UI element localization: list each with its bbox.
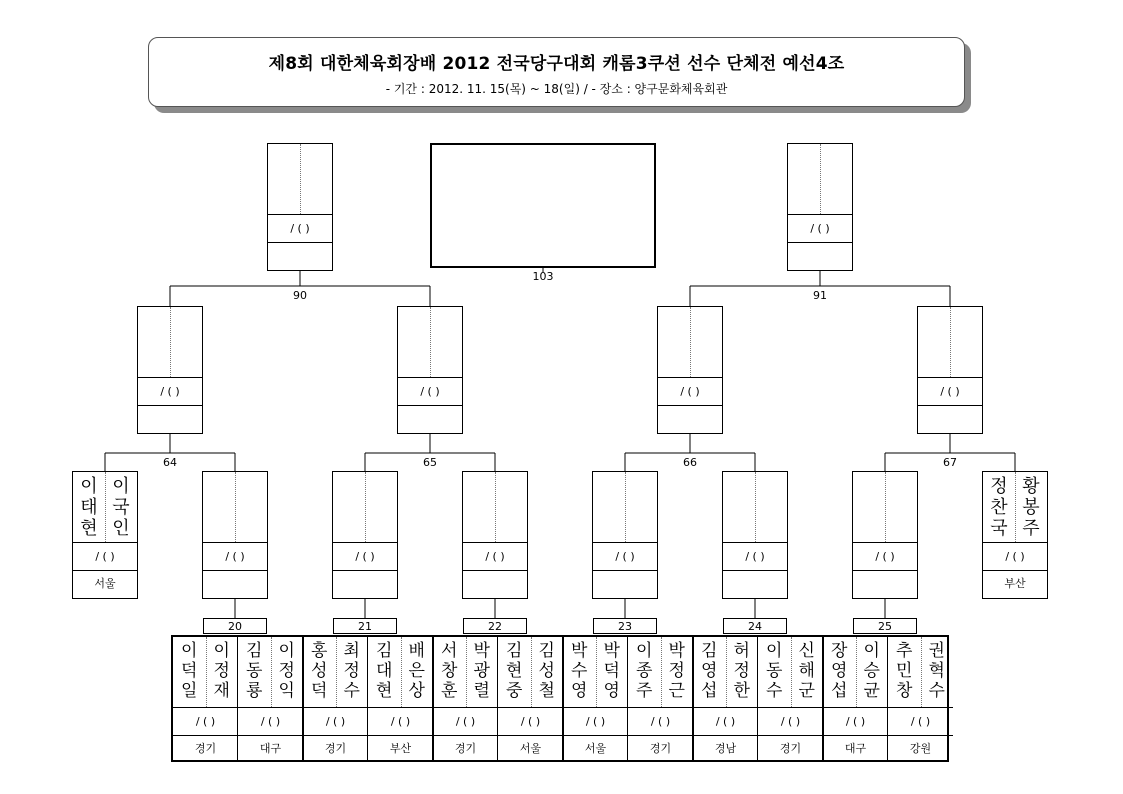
region-cell: 경기 [324, 742, 347, 755]
bye-team-1 [72, 471, 138, 599]
player-name: 황 봉 주 [1022, 476, 1040, 539]
column-divider [692, 637, 694, 760]
team-cell [823, 637, 888, 760]
score-cell: / ( ) [693, 707, 758, 736]
player-names [788, 144, 852, 214]
winner-slot-quarter-3 [657, 306, 723, 434]
player-names [823, 637, 888, 707]
region-cell [268, 242, 332, 270]
winner-slot-r1-3 [462, 471, 528, 599]
player-name: 이 덕 일 [181, 641, 198, 701]
score-cell: / ( ) [268, 214, 332, 243]
column-divider [562, 637, 564, 760]
region-cell: 서울 [584, 742, 607, 755]
region-cell [788, 242, 852, 270]
player-name: 서 창 훈 [441, 641, 458, 701]
score-cell: / ( ) [203, 542, 267, 571]
region-cell [203, 570, 267, 598]
player-names [498, 637, 563, 707]
player-name: 김 현 중 [506, 641, 523, 701]
player-names [138, 307, 202, 377]
region-cell: 경기 [779, 742, 802, 755]
region-cell: 서울 [94, 577, 116, 590]
player-name: 최 정 수 [343, 641, 360, 701]
region-cell [658, 405, 722, 433]
region-cell: 대구 [259, 742, 282, 755]
team-cell [238, 637, 303, 760]
score-cell: / ( ) [918, 377, 982, 406]
player-name: 배 은 상 [408, 641, 425, 701]
player-names [563, 637, 628, 707]
region-cell [333, 570, 397, 598]
player-name: 김 영 섭 [701, 641, 718, 701]
player-names [888, 637, 953, 707]
column-divider [432, 637, 434, 760]
player-name: 이 승 균 [863, 641, 880, 701]
team-cell [498, 637, 563, 760]
winner-slot-r1-1 [202, 471, 268, 599]
score-cell: / ( ) [333, 542, 397, 571]
match-number-r1-6: 25 [853, 618, 917, 634]
winner-slot-semi-1 [267, 143, 333, 271]
player-names [238, 637, 303, 707]
team-cell [888, 637, 953, 760]
region-cell: 부산 [389, 742, 412, 755]
score-cell: / ( ) [398, 377, 462, 406]
score-cell: / ( ) [73, 542, 137, 571]
region-cell: 대구 [844, 742, 867, 755]
player-name: 허 정 한 [733, 641, 750, 701]
player-name: 홍 성 덕 [311, 641, 328, 701]
player-name: 박 정 근 [668, 641, 685, 701]
final-match-box [430, 143, 656, 268]
player-names [658, 307, 722, 377]
player-names [333, 472, 397, 542]
first-round-teams-table [171, 635, 949, 762]
team-cell [303, 637, 368, 760]
score-cell: / ( ) [853, 542, 917, 571]
team-cell [628, 637, 693, 760]
score-cell: / ( ) [758, 707, 823, 736]
winner-slot-quarter-2 [397, 306, 463, 434]
score-cell: / ( ) [788, 214, 852, 243]
page-title: 제8회 대한체육회장배 2012 전국당구대회 캐롬3쿠션 선수 단체전 예선4조 [268, 54, 845, 74]
match-number-r1-5: 24 [723, 618, 787, 634]
match-number-semi-2: 91 [813, 289, 827, 302]
region-cell: 경기 [649, 742, 672, 755]
winner-slot-semi-2 [787, 143, 853, 271]
match-number-r1-2: 21 [333, 618, 397, 634]
player-names [853, 472, 917, 542]
score-cell: / ( ) [433, 707, 498, 736]
column-divider [887, 637, 888, 760]
score-cell: / ( ) [983, 542, 1047, 571]
score-cell: / ( ) [463, 542, 527, 571]
region-cell [593, 570, 657, 598]
team-cell [758, 637, 823, 760]
region-cell: 경기 [194, 742, 217, 755]
player-names [723, 472, 787, 542]
player-name: 박 광 렬 [473, 641, 490, 701]
winner-slot-quarter-1 [137, 306, 203, 434]
match-number-quarter-3: 66 [683, 456, 697, 469]
score-cell: / ( ) [628, 707, 693, 736]
player-names [173, 637, 238, 707]
column-divider [367, 637, 368, 760]
team-cell [173, 637, 238, 760]
score-cell: / ( ) [173, 707, 238, 736]
winner-slot-r1-5 [722, 471, 788, 599]
region-cell: 경기 [454, 742, 477, 755]
score-cell: / ( ) [888, 707, 953, 736]
match-number-quarter-4: 67 [943, 456, 957, 469]
player-name: 이 종 주 [636, 641, 653, 701]
player-name: 이 태 현 [80, 476, 98, 539]
player-name: 장 영 섭 [831, 641, 848, 701]
match-number-quarter-1: 64 [163, 456, 177, 469]
player-names [463, 472, 527, 542]
score-cell: / ( ) [563, 707, 628, 736]
winner-slot-r1-4 [592, 471, 658, 599]
column-divider [302, 637, 304, 760]
region-cell: 부산 [1004, 577, 1026, 590]
match-number-quarter-2: 65 [423, 456, 437, 469]
team-cell [433, 637, 498, 760]
player-names [73, 472, 137, 542]
player-names [398, 307, 462, 377]
region-cell: 경남 [714, 742, 737, 755]
player-name: 이 국 인 [112, 476, 130, 539]
winner-slot-quarter-4 [917, 306, 983, 434]
team-cell [563, 637, 628, 760]
match-number-r1-3: 22 [463, 618, 527, 634]
region-cell [853, 570, 917, 598]
player-name: 김 동 룡 [246, 641, 263, 701]
column-divider [627, 637, 628, 760]
region-cell [918, 405, 982, 433]
score-cell: / ( ) [498, 707, 563, 736]
column-divider [822, 637, 824, 760]
player-names [203, 472, 267, 542]
player-name: 신 해 군 [798, 641, 815, 701]
column-divider [497, 637, 498, 760]
winner-slot-r1-6 [852, 471, 918, 599]
player-name: 김 대 현 [376, 641, 393, 701]
score-cell: / ( ) [238, 707, 303, 736]
region-cell [723, 570, 787, 598]
player-names [368, 637, 433, 707]
player-names [268, 144, 332, 214]
column-divider [237, 637, 238, 760]
score-cell: / ( ) [303, 707, 368, 736]
player-name: 김 성 철 [538, 641, 555, 701]
region-cell: 강원 [909, 742, 932, 755]
match-number-r1-4: 23 [593, 618, 657, 634]
score-cell: / ( ) [723, 542, 787, 571]
player-names [433, 637, 498, 707]
player-names [693, 637, 758, 707]
score-cell: / ( ) [658, 377, 722, 406]
player-names [918, 307, 982, 377]
score-cell: / ( ) [823, 707, 888, 736]
player-names [758, 637, 823, 707]
player-names [983, 472, 1047, 542]
page-subtitle: - 기간 : 2012. 11. 15(목) ~ 18(일) / - 장소 : 양구문화체육회관 [385, 82, 728, 96]
team-cell [693, 637, 758, 760]
player-names [593, 472, 657, 542]
player-name: 박 수 영 [571, 641, 588, 701]
region-cell [138, 405, 202, 433]
match-number-r1-1: 20 [203, 618, 267, 634]
player-name: 박 덕 영 [603, 641, 620, 701]
score-cell: / ( ) [138, 377, 202, 406]
player-names [303, 637, 368, 707]
score-cell: / ( ) [368, 707, 433, 736]
bye-team-2 [982, 471, 1048, 599]
winner-slot-r1-2 [332, 471, 398, 599]
player-names [628, 637, 693, 707]
column-divider [757, 637, 758, 760]
match-number-final: 103 [532, 270, 554, 283]
region-cell [398, 405, 462, 433]
player-name: 추 민 창 [896, 641, 913, 701]
region-cell [463, 570, 527, 598]
player-name: 이 정 재 [213, 641, 230, 701]
player-name: 이 동 수 [766, 641, 783, 701]
region-cell: 서울 [519, 742, 542, 755]
player-name: 권 혁 수 [928, 641, 945, 701]
player-name: 정 찬 국 [990, 476, 1008, 539]
player-name: 이 정 익 [278, 641, 295, 701]
team-cell [368, 637, 433, 760]
score-cell: / ( ) [593, 542, 657, 571]
match-number-semi-1: 90 [293, 289, 307, 302]
